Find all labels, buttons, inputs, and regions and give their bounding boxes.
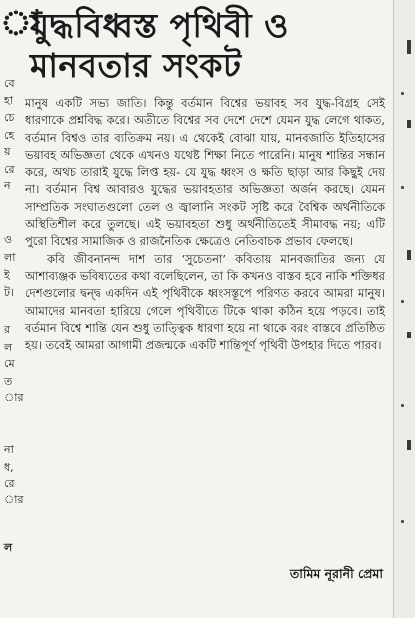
adjacent-text-fragment: রে	[4, 163, 15, 176]
article-body	[25, 95, 385, 354]
article-title	[30, 6, 390, 86]
adjacent-heading-fragment: া	[0, 3, 42, 43]
text-fragment-mark	[401, 520, 404, 523]
adjacent-text-fragment: ত	[4, 375, 13, 388]
adjacent-column-right	[393, 0, 415, 618]
adjacent-text-fragment: য়	[4, 145, 11, 158]
adjacent-text-fragment: লা	[4, 251, 16, 264]
text-fragment-mark	[407, 40, 411, 54]
article-title-line-1: যুদ্ধবিধ্বস্ত পৃথিবী ও	[30, 6, 289, 45]
article-paragraph-1: মানুষ একটি সভ্য জাতি। কিন্তু বর্তমান বিশ্বের ভয়াবহ সব যুদ্ধ-বিগ্রহ সেই ধারণাকে প্রশ্নবিদ্ধ করে। অতীতে বিশ্বের সব দেশে দেশে যেমন যুদ্ধ লেগে থাকত, বর্তমান বিশ্বও তার ব্যতিক্রম নয়। এ থেকেই বোঝা যায়, মানবজাতি ইতিহাসের ভয়াবহ অভিজ্ঞতা থেকে এখনও যথেষ্ট শিক্ষা নিতে পারেনি। মানুষ শান্তির সন্ধান করে, অথচ তারাই যুদ্ধে লিপ্ত হয়- যে যুদ্ধ ধ্বংস ও ক্ষতি ছাড়া আর কিছুই দেয় না। বর্তমান বিশ্ব আবারও যুদ্ধের ভয়াবহতার অভিজ্ঞতা অর্জন করছে। যেমন সাম্প্রতিক সংঘাতগুলো তেল ও জ্বালানি সংকট সৃষ্টি করে বৈশ্বিক অর্থনীতিকে অস্থিতিশীল করে তুলছে। এই ভয়াবহতা শুধু অর্থনীতিতেই সীমাবদ্ধ নয়; এটি পুরো বিশ্বের সামাজিক ও রাজনৈতিক ক্ষেত্রেও নেতিবাচক প্রভাব ফেলছে।	[25, 96, 385, 249]
adjacent-text-fragment: ন	[4, 179, 11, 192]
adjacent-text-fragment: মে	[4, 357, 15, 370]
adjacent-column-left	[0, 0, 42, 618]
text-fragment-mark	[401, 300, 404, 303]
column-rule	[393, 0, 394, 618]
text-fragment-mark	[407, 332, 411, 338]
text-fragment-mark	[401, 404, 404, 407]
adjacent-text-fragment: হা	[4, 94, 13, 107]
text-fragment-mark	[401, 92, 404, 95]
text-fragment-mark	[401, 186, 404, 189]
adjacent-text-fragment: হে	[4, 129, 15, 142]
adjacent-text-fragment: ার	[4, 493, 24, 506]
adjacent-text-fragment: না	[4, 443, 14, 456]
adjacent-text-fragment: ার	[4, 391, 24, 404]
text-fragment-mark	[407, 440, 411, 450]
article	[30, 6, 390, 86]
article-title-line-2: মানবতার সংকট	[30, 46, 242, 85]
adjacent-text-fragment: ধ,	[4, 461, 14, 474]
article-byline: তামিম নূরানী প্রেমা	[289, 566, 383, 581]
adjacent-text-fragment: চে	[4, 111, 15, 124]
adjacent-text-fragment: ই	[4, 269, 10, 282]
adjacent-text-fragment: ও	[4, 233, 13, 246]
adjacent-text-fragment: রে	[4, 477, 15, 490]
text-fragment-mark	[407, 120, 411, 128]
text-fragment-mark	[407, 250, 411, 260]
adjacent-text-fragment: ট।	[4, 286, 14, 299]
article-paragraph-2: কবি জীবনানন্দ দাশ তার ‘সুচেতনা’ কবিতায় মানবজাতির জন্য যে আশাব্যঞ্জক ভবিষ্যতের কথা বলেছিলেন, তা কি কখনও বাস্তব হবে নাকি শক্তিধর দেশগুলোর দ্বন্দ্ব একদিন এই পৃথিবীকে ধ্বংসস্তূপে পরিণত করবে আমরা মানুষ। আমাদের মানবতা হারিয়ে গেলে পৃথিবীতে টিকে থাকা কঠিন হয়ে পড়বে। তাই বর্তমান বিশ্বে শান্তি যেন শুধু তাত্ত্বিক ধারণা হয়ে না থাকে বরং বাস্তবে প্রতিষ্ঠিত হয়। তবেই আমরা আগামী প্রজন্মকে একটি শান্তিপূর্ণ পৃথিবী উপহার দিতে পারব।	[25, 251, 385, 353]
adjacent-text-fragment: ল	[4, 541, 13, 554]
adjacent-text-fragment: ল	[4, 341, 13, 354]
adjacent-text-fragment: বে	[4, 77, 15, 90]
adjacent-text-fragment: র	[4, 323, 11, 336]
